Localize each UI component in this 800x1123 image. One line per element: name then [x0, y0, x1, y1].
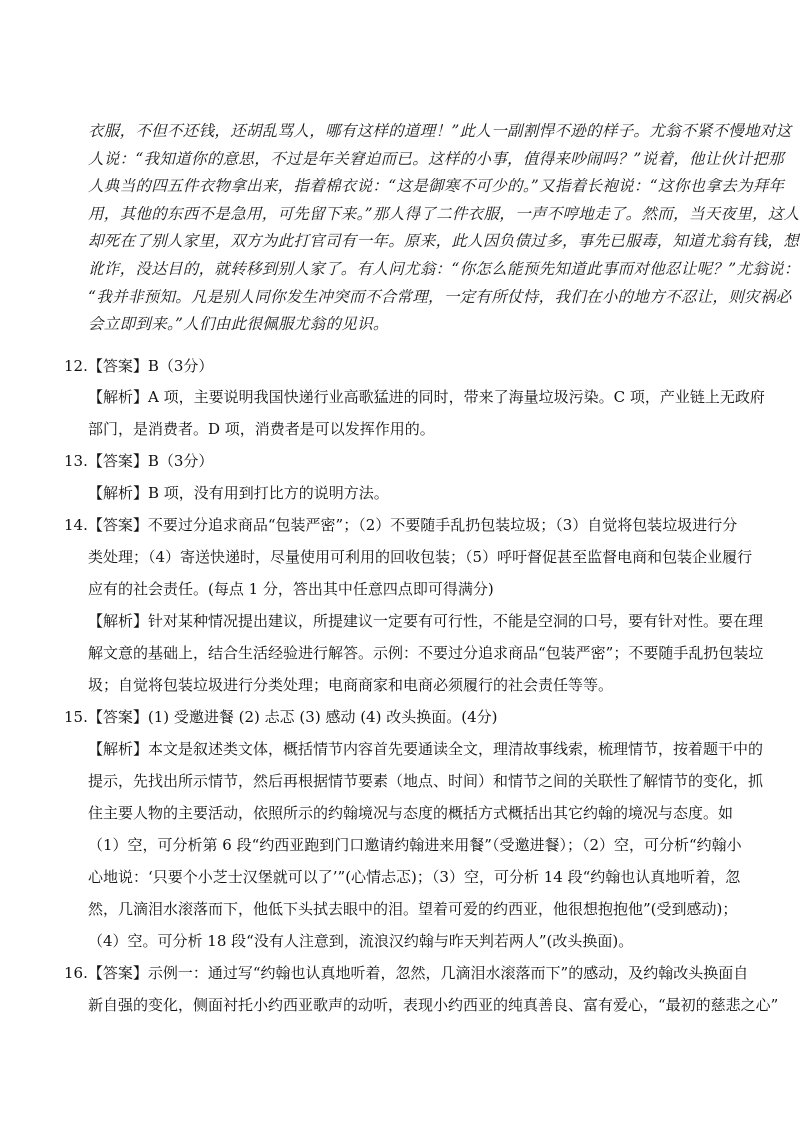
explanation-15-line: 住主要人物的主要活动，依照所示的约翰境况与态度的概括方式概括出其它约翰的境况与态度。如 [88, 804, 734, 822]
explanation-12-line: 部门，是消费者。D 项，消费者是可以发挥作用的。 [88, 420, 435, 438]
explanation-15-line: 然，几滴泪水滚落而下，他低下头拭去眼中的泪。望着可爱的约西亚，他很想抱抱他”(受到感动)； [88, 900, 738, 918]
story-line: 却死在了别人家里，双方为此打官司有一年。原来，此人因负债过多，事先已服毒，知道尤翁有钱，想 [88, 232, 800, 251]
explanation-15-line: （1）空，可分析第 6 段“约西亚跑到门口邀请约翰进来用餐”（受邀进餐）；（2）空，可分析“约翰小 [88, 836, 742, 854]
explanation-13-line: 【解析】B 项，没有用到打比方的说明方法。 [88, 484, 389, 502]
explanation-14-line: 解文意的基础上，结合生活经验进行解答。示例：不要过分追求商品“包装严密”；不要随手乱扔包装垃 [88, 644, 764, 662]
answer-14-line: 类处理；（4）寄送快递时，尽量使用可利用的回收包装；（5）呼吁督促甚至监督电商和包装企业履行 [88, 548, 753, 566]
explanation-12-line: 【解析】A 项，主要说明我国快递行业高歌猛进的同时，带来了海量垃圾污染。C 项，产业链上无政府 [88, 388, 765, 406]
answer-14: 14.【答案】不要过分追求商品“包装严密”；（2）不要随手乱扔包装垃圾；（3）自觉将包装垃圾进行分 [64, 516, 738, 534]
story-line: 讹诈，没达目的，就转移到别人家了。有人问尤翁：“你怎么能预先知道此事而对他忍让呢？”尤翁说： [88, 259, 800, 278]
story-line: 会立即到来。”人们由此很佩服尤翁的见识。 [88, 315, 389, 334]
answer-14-line: 应有的社会责任。(每点 1 分，答出其中任意四点即可得满分) [88, 580, 494, 598]
explanation-15-line: 【解析】本文是叙述类文体，概括情节内容首先要通读全文，理清故事线索，梳理情节，按着题干中的 [88, 740, 764, 758]
explanation-15-line: 心地说：‘只要个小芝士汉堡就可以了’”(心情忐忑)；（3）空，可分析 14 段“约翰也认真地听着，忽 [88, 868, 741, 886]
story-line: 用，其他的东西不是急用，可先留下来。”那人得了二件衣服，一声不哼地走了。然而，当天夜里，这人 [88, 204, 800, 223]
explanation-14-line: 圾；自觉将包装垃圾进行分类处理；电商商家和电商必须履行的社会责任等等。 [88, 676, 614, 694]
answer-16: 16.【答案】示例一：通过写“约翰也认真地听着，忽然，几滴泪水滚落而下”的感动，及约翰改头换面自 [64, 964, 749, 982]
story-line: 人典当的四五件衣物拿出来，指着棉衣说：“这是御寒不可少的。”又指着长袍说：“这你也拿去为拜年 [88, 177, 785, 196]
answer-16-line: 新自强的变化，侧面衬托小约西亚歌声的动听，表现小约西亚的纯真善良、富有爱心，“最初的慈悲之心” [88, 996, 779, 1014]
story-line: “我并非预知。凡是别人同你发生冲突而不合常理，一定有所仗恃，我们在小的地方不忍让，则灾祸必 [88, 287, 792, 306]
answer-13: 13.【答案】B（3分） [64, 452, 214, 470]
explanation-15-line: （4）空。可分析 18 段“没有人注意到，流浪汉约翰与昨天判若两人”(改头换面)。 [88, 932, 634, 950]
explanation-15-line: 提示，先找出所示情节，然后再根据情节要素（地点、时间）和情节之间的关联性了解情节的变化，抓 [88, 772, 764, 790]
explanation-14-line: 【解析】针对某种情况提出建议，所提建议一定要有可行性，不能是空洞的口号，要有针对性。要在理 [88, 612, 764, 630]
answer-12: 12.【答案】B（3分） [64, 357, 214, 375]
story-translation-paragraph [88, 118, 800, 339]
story-line: 人说：“我知道你的意思，不过是年关窘迫而已。这样的小事，值得来吵闹吗？”说着，他让伙计把那 [88, 149, 784, 168]
story-line: 衣服，不但不还钱，还胡乱骂人，哪有这样的道理！”此人一副割悍不逊的样子。尤翁不紧不慢地对这 [88, 122, 792, 140]
answer-15: 15.【答案】(1) 受邀进餐 (2) 忐忑 (3) 感动 (4) 改头换面。(4分) [64, 708, 498, 726]
